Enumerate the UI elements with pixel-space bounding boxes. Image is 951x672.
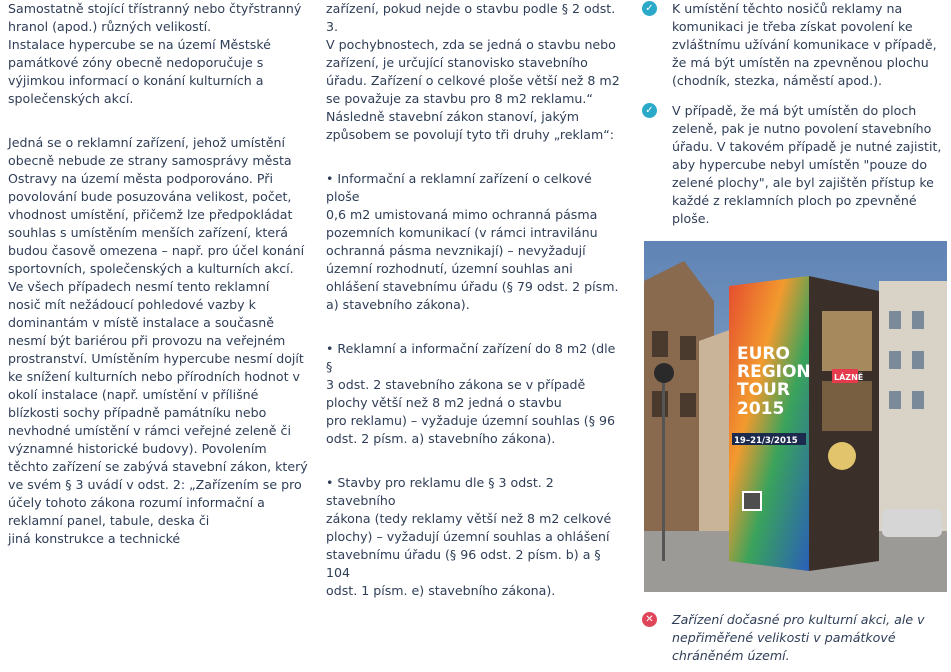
list-item: • Stavby pro reklamu dle § 3 odst. 2 stavebního zákona (tedy reklamy větší než 8 m2 celkové plochy) – vyžadují územní souhlas a ohlášení stavebnímu úřadu (§ 96 odst. 2 písm. b) a § 104 odst. 1 písm. e) stavebního zákona). [326, 475, 612, 598]
warning-note-wrapper [642, 611, 942, 665]
paragraph-main: Jedná se o reklamní zařízení, jehož umístění obecně nebude ze strany samosprávy města Ostravy na území města podporováno. Při povolování bude posuzována velikost, počet, vhodnost umístění, přičemž lze předpokládat souhlas s umístěním menších zařízení, která budou časově omezena – např. pro účel konání sportovních, společenských a kulturních akcí. Ve všech případech nesmí tento reklamní nosič mít nežádoucí pohledové vazby k dominantám v místě instalace a současně nesmí být bariérou při provozu na veřejném prostranství. Umístěním hypercube nesmí dojít ke snížení kulturních nebo přírodních hodnot v okolí instalace (např. umístění v přílišné blízkosti sochy případně památníku nebo nevhodné umístění v rámci veřejné zeleně či významné historické budovy). Povolením těchto zařízení se zabývá stavební zákon, který ve svém § 3 uvádí v odst. 2: „Zařízením se pro účely tohoto zákona rozumí informační a reklamní panel, tabule, deska či jiná konstrukce a technické [8, 135, 308, 546]
poster-title-line: 2015 [737, 399, 785, 419]
poster-title-line: REGION [737, 362, 811, 382]
paragraph-continued: zařízení, pokud nejde o stavbu podle § 2 odst. 3. V pochybnostech, zda se jedná o stavbu nebo zařízení, je určující stanovisko stavebního úřadu. Zařízení o celkové ploše větší než 8 m2 se považuje za stavbu pro 8 m2 reklamu.“ Následně stavební zákon stanoví, jakým způsobem se povolují tyto tři druhy „reklam“: [326, 1, 620, 142]
allowed-note [642, 0, 942, 90]
disallowed-note-text: Zařízení dočasné pro kulturní akci, ale v nepřiměřené velikosti v památkové chráněném území. [672, 612, 925, 663]
allowed-note-text: V případě, že má být umístěn do ploch zeleně, pak je nutno povolení stavebního úřadu. V takovém případě je nutné zajistit, aby hypercube nebyl umístěn "pouze do zelené plochy", ale byl zajištěn přístup ke každé z reklamních ploch po zpevněné ploše. [672, 103, 942, 226]
hypercube-photo-illustration [644, 241, 947, 592]
poster-title-line: TOUR [737, 380, 790, 400]
x-circle-icon: ✕ [642, 612, 657, 627]
column-right [642, 0, 942, 228]
poster-side-label: LÁZNĚ [834, 373, 864, 382]
poster-dates: 19–21/3/2015 [734, 436, 798, 446]
check-circle-icon: ✓ [642, 103, 657, 118]
list-item: • Reklamní a informační zařízení do 8 m2 (dle § 3 odst. 2 stavebního zákona se v případě plochy větší než 8 m2 jedná o stavbu pro reklamu) – vyžaduje územní souhlas (§ 96 odst. 2 písm. a) stavebního zákona). [326, 341, 616, 446]
column-middle [326, 0, 621, 600]
check-circle-icon: ✓ [642, 1, 657, 16]
poster-title-line: EURO [737, 344, 790, 364]
column-left [8, 0, 308, 548]
allowed-note [642, 102, 942, 228]
hypercube-photo [644, 241, 947, 592]
list-item: • Informační a reklamní zařízení o celkové ploše 0,6 m2 umistovaná mimo ochranná pásma pozemních komunikací (v rámci intravilánu ochranná pásma nevznikají) – nevyžadují územní rozhodnutí, územní souhlas ani ohlášení stavebnímu úřadu (§ 79 odst. 2 písm. a) stavebního zákona). [326, 171, 619, 312]
allowed-note-text: K umístění těchto nosičů reklamy na komunikaci je třeba získat povolení ke zvláštnímu užívání komunikace v případě, že má být umístěn na zpevněnou plochu (chodník, stezka, náměstí apod.). [672, 1, 937, 88]
paragraph-intro: Samostatně stojící třístranný nebo čtyřstranný hranol (apod.) různých velikostí. Instalace hypercube se na území Městské památkové zóny obecně nedoporučuje s výjimkou informací o konání kulturních a společenských akcí. [8, 1, 302, 106]
disallowed-note [642, 611, 942, 665]
